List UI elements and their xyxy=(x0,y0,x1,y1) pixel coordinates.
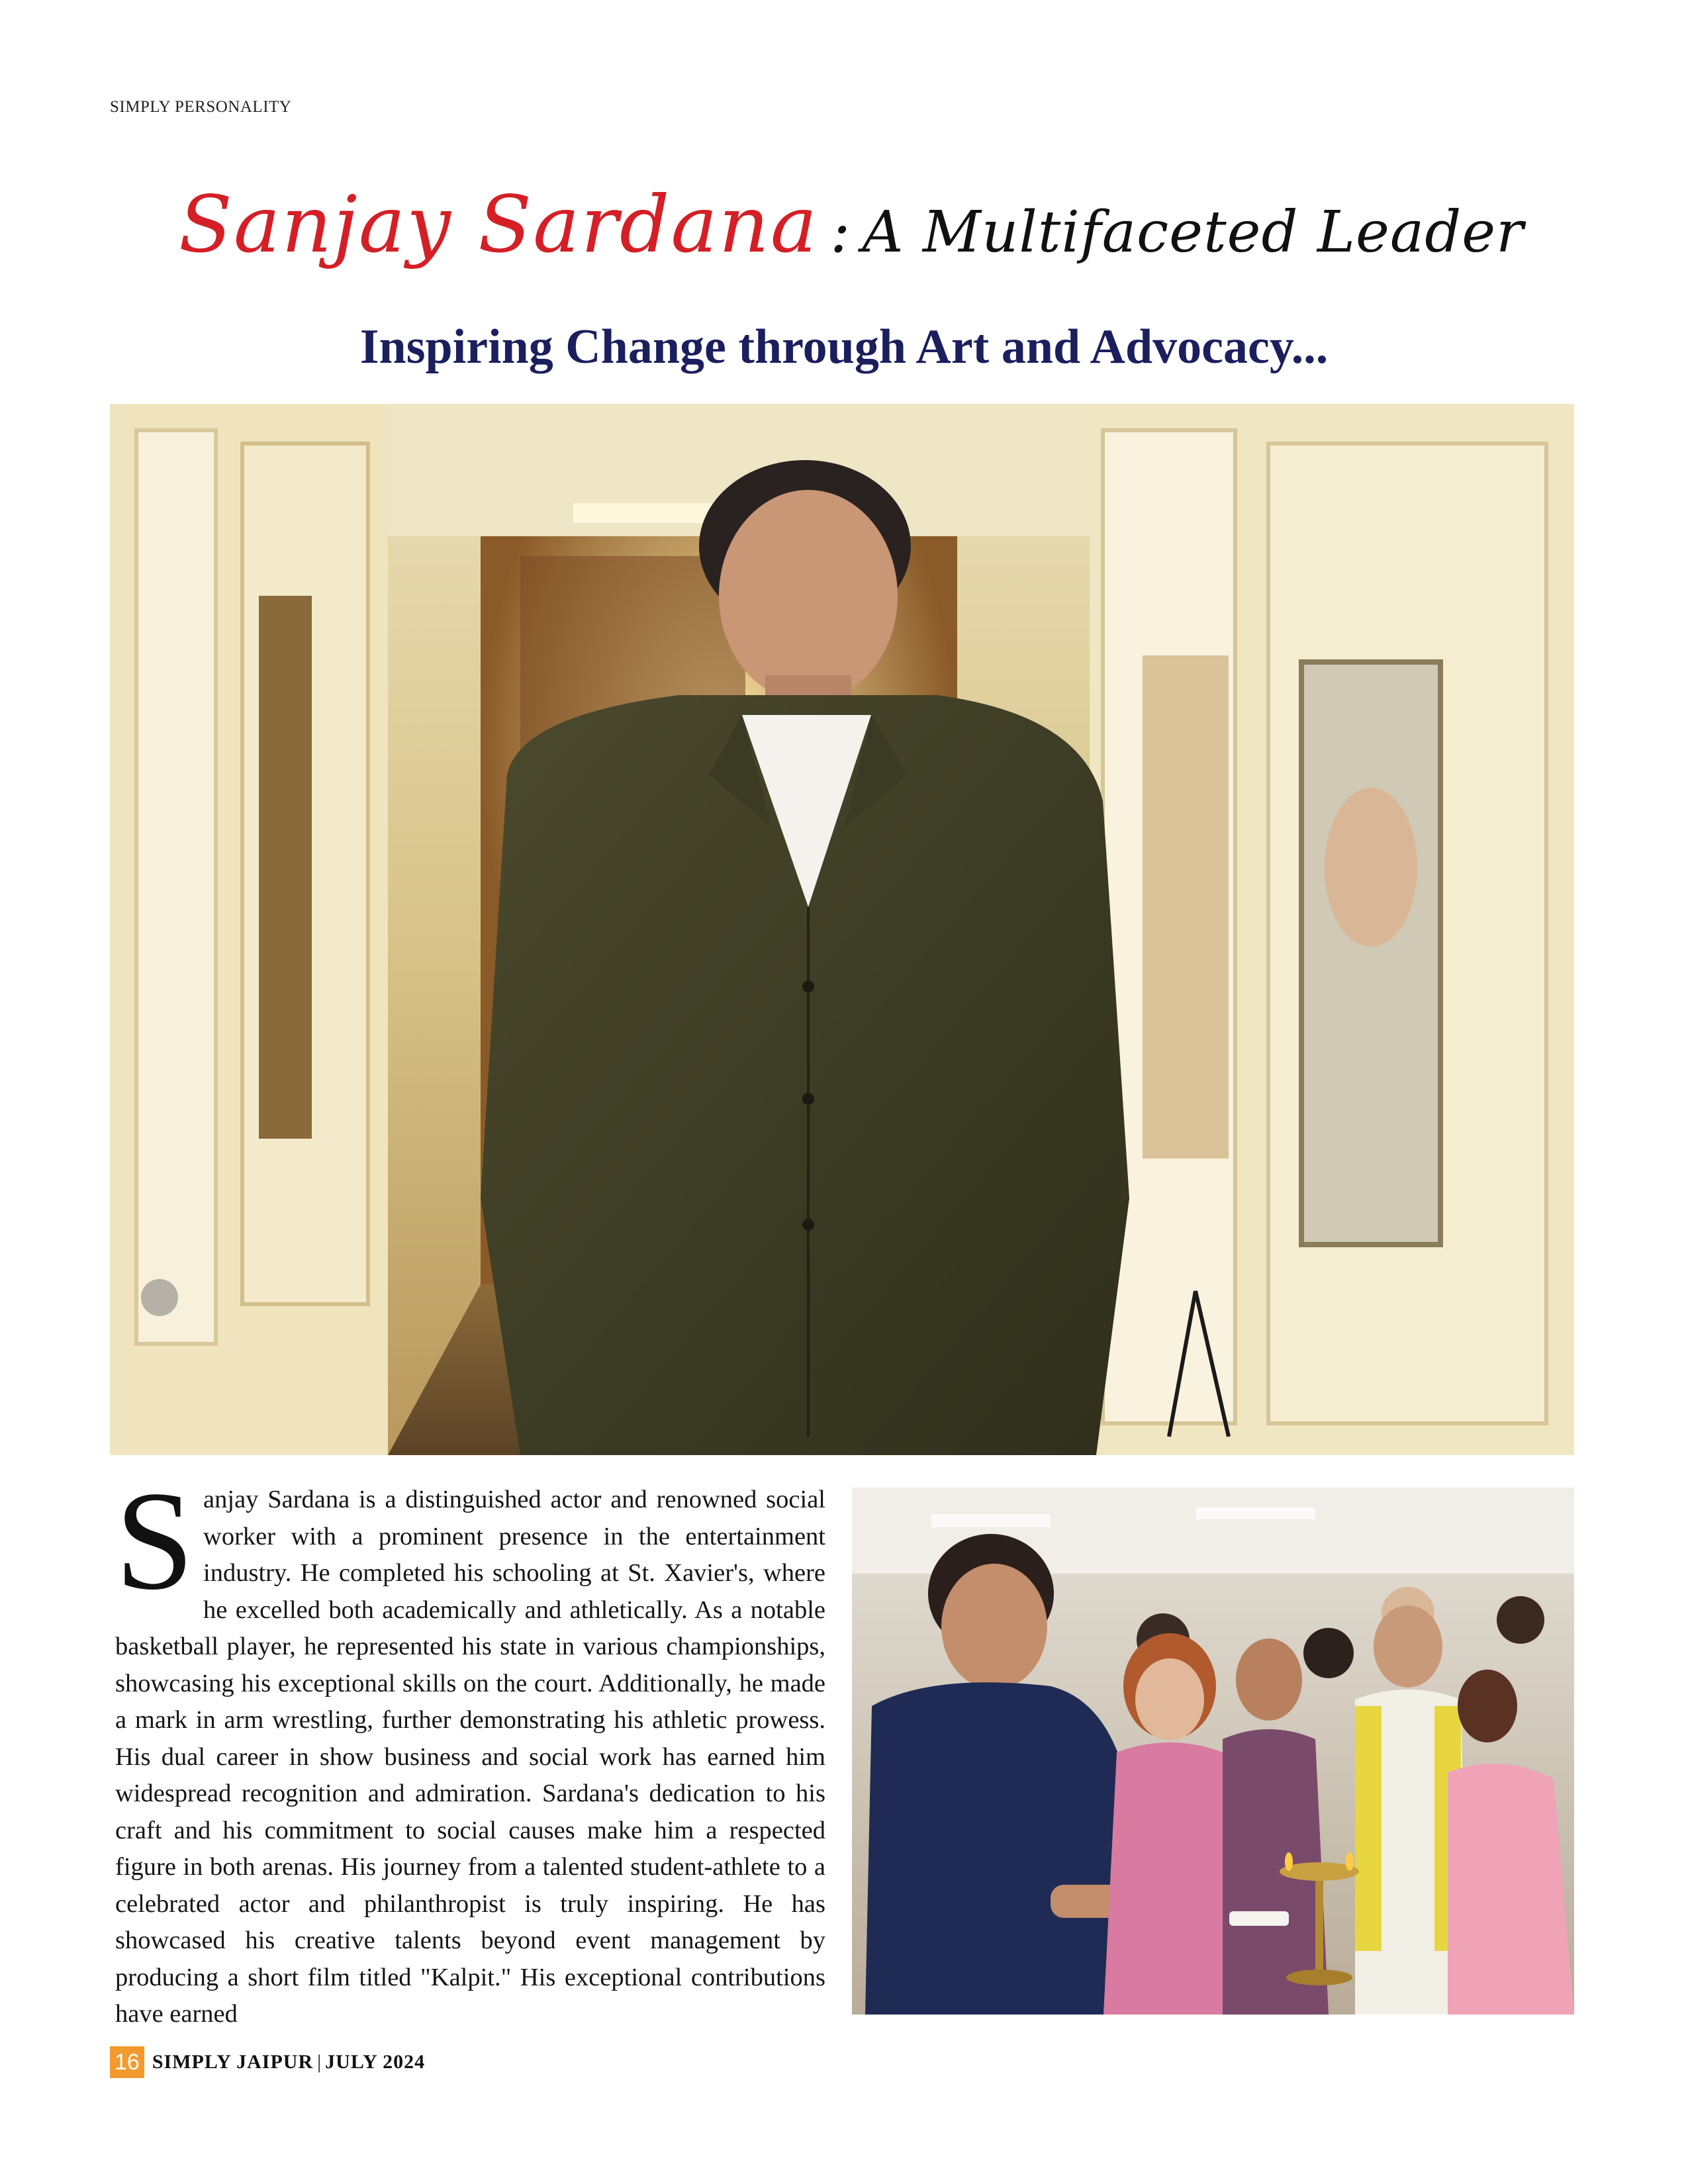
title-colon: : xyxy=(830,197,851,266)
event-photo xyxy=(852,1488,1574,2015)
footer-separator: | xyxy=(317,2051,322,2073)
main-portrait-photo xyxy=(110,404,1574,1455)
page-footer xyxy=(110,2046,425,2078)
issue-date: JULY 2024 xyxy=(325,2051,426,2073)
article-body xyxy=(115,1462,825,2033)
article-paragraph: anjay Sardana is a distinguished actor and renowned social worker with a prominent presence in the entertainment industry. He completed his schooling at St. Xavier's, where he excelled both academically and athletically. As a notable basketball player, he represented his state in various championships, showcasing his exceptional skills on the court. Additionally, he made a mark in arm wrestling, further demonstrating his athletic prowess. His dual career in show business and social work has earned him widespread recognition and admiration. Sardana's dedication to his craft and his commitment to social causes make him a respected figure in both arenas. His journey from a talented student-athlete to a celebrated actor and philanthropist is truly inspiring. He has showcased his creative talents beyond event management by producing a short film titled "Kalpit." His exceptional contributions have earned xyxy=(115,1486,825,2028)
drop-cap: S xyxy=(115,1462,195,1619)
magazine-name: SIMPLY JAIPUR xyxy=(152,2051,314,2073)
article-title xyxy=(179,179,1536,270)
lamp-lighting-illustration xyxy=(852,1488,1574,2015)
portrait-illustration xyxy=(110,404,1574,1455)
title-tagline: A Multifaceted Leader xyxy=(862,199,1524,265)
section-label: SIMPLY PERSONALITY xyxy=(110,98,292,116)
article-subtitle: Inspiring Change through Art and Advocacy... xyxy=(359,320,1329,374)
title-name: Sanjay Sardana xyxy=(179,179,819,270)
page-number: 16 xyxy=(110,2046,144,2078)
